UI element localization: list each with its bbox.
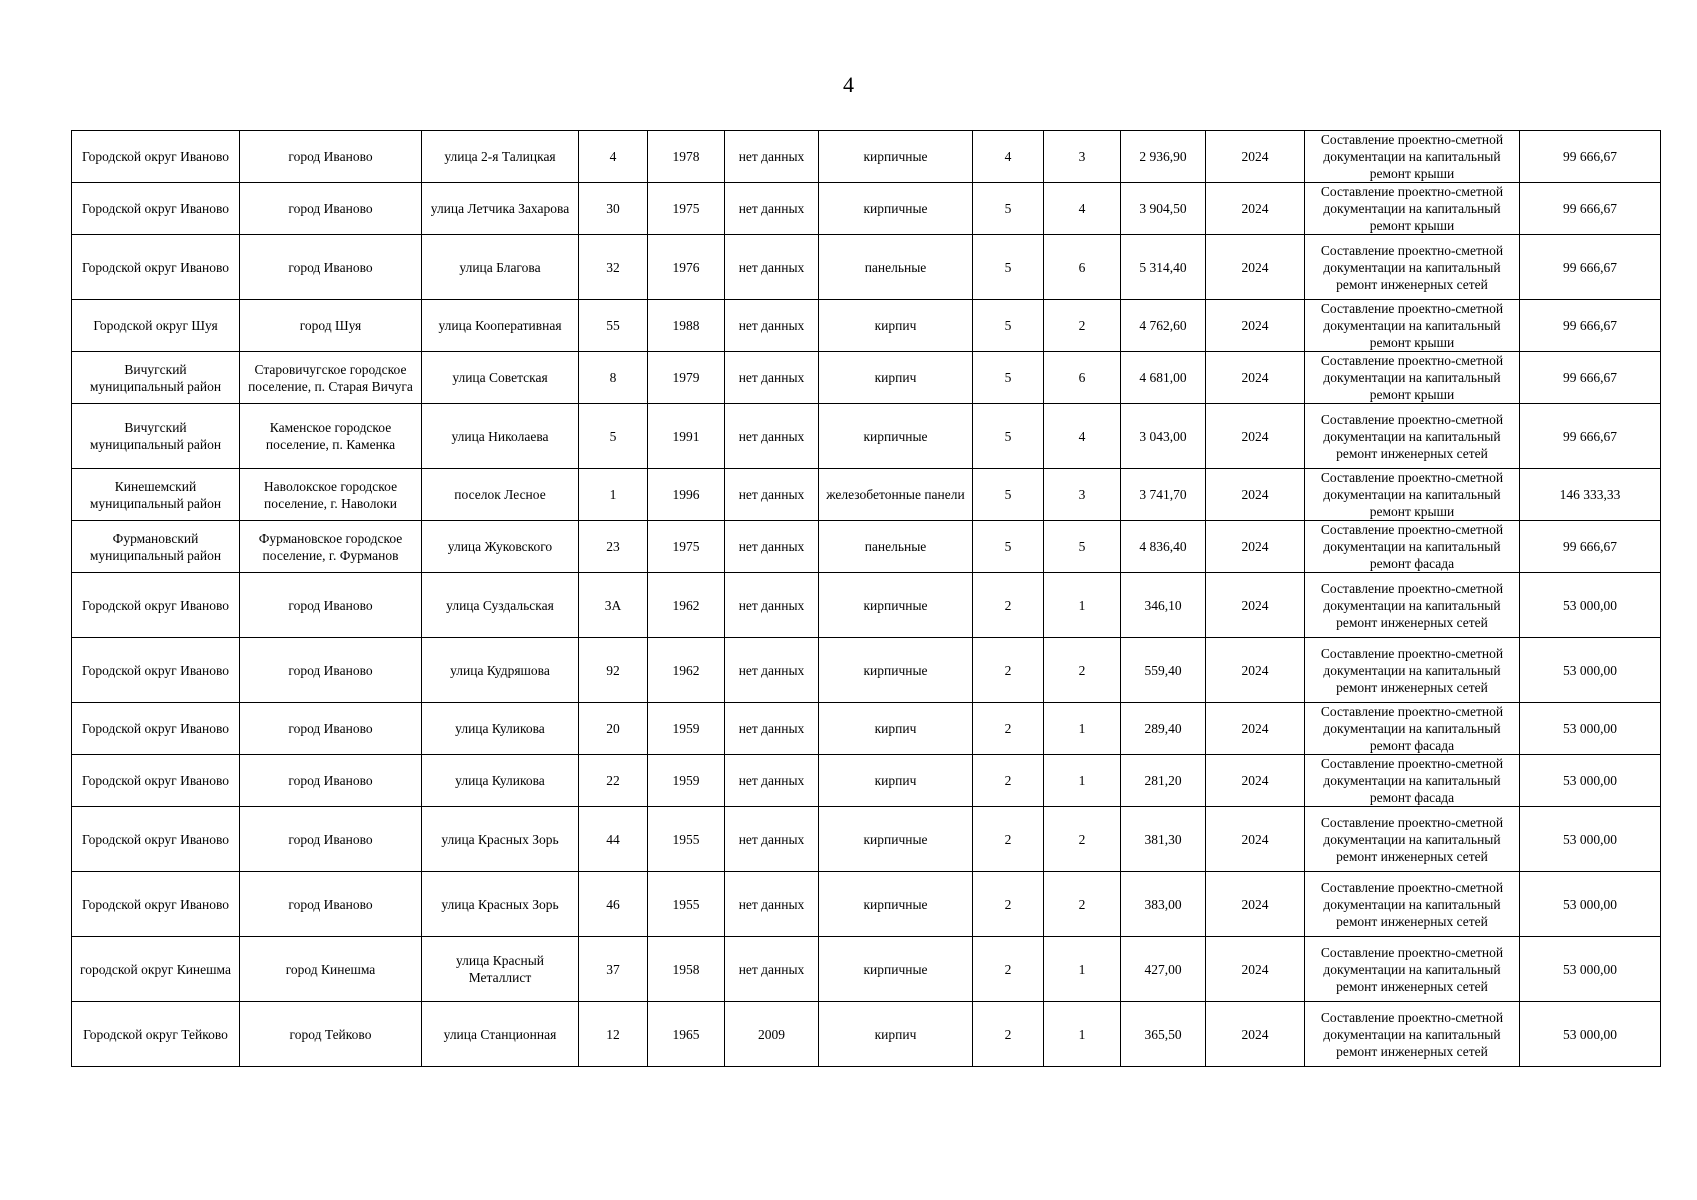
last-repair-cell: нет данных xyxy=(725,235,819,300)
table-row xyxy=(72,573,1661,638)
work-type-cell: Составление проектно-сметной документации на капитальный ремонт крыши xyxy=(1305,469,1520,521)
municipality-cell: Вичугский муниципальный район xyxy=(72,404,240,469)
floors-cell: 2 xyxy=(973,937,1044,1002)
floors-cell: 2 xyxy=(973,872,1044,937)
house-number-cell: 12 xyxy=(579,1002,648,1067)
last-repair-cell: нет данных xyxy=(725,638,819,703)
settlement-cell: город Кинешма xyxy=(240,937,422,1002)
table-body xyxy=(72,131,1661,1067)
entrances-cell: 6 xyxy=(1044,235,1121,300)
year-built-cell: 1996 xyxy=(648,469,725,521)
last-repair-cell: нет данных xyxy=(725,352,819,404)
house-number-cell: 8 xyxy=(579,352,648,404)
work-type-cell: Составление проектно-сметной документации на капитальный ремонт крыши xyxy=(1305,352,1520,404)
wall-material-cell: кирпичные xyxy=(819,937,973,1002)
municipality-cell: Городской округ Иваново xyxy=(72,131,240,183)
entrances-cell: 4 xyxy=(1044,404,1121,469)
work-type-cell: Составление проектно-сметной документации на капитальный ремонт инженерных сетей xyxy=(1305,872,1520,937)
wall-material-cell: кирпичные xyxy=(819,183,973,235)
floors-cell: 4 xyxy=(973,131,1044,183)
work-type-cell: Составление проектно-сметной документации на капитальный ремонт крыши xyxy=(1305,183,1520,235)
municipality-cell: городской округ Кинешма xyxy=(72,937,240,1002)
area-cell: 289,40 xyxy=(1121,703,1206,755)
area-cell: 427,00 xyxy=(1121,937,1206,1002)
table-row xyxy=(72,872,1661,937)
settlement-cell: город Тейково xyxy=(240,1002,422,1067)
area-cell: 346,10 xyxy=(1121,573,1206,638)
planned-year-cell: 2024 xyxy=(1206,573,1305,638)
settlement-cell: город Шуя xyxy=(240,300,422,352)
entrances-cell: 2 xyxy=(1044,300,1121,352)
wall-material-cell: кирпич xyxy=(819,755,973,807)
area-cell: 281,20 xyxy=(1121,755,1206,807)
street-cell: улица Благова xyxy=(422,235,579,300)
table-row xyxy=(72,300,1661,352)
last-repair-cell: нет данных xyxy=(725,755,819,807)
area-cell: 3 904,50 xyxy=(1121,183,1206,235)
municipality-cell: Кинешемский муниципальный район xyxy=(72,469,240,521)
cost-cell: 53 000,00 xyxy=(1520,937,1661,1002)
settlement-cell: город Иваново xyxy=(240,872,422,937)
settlement-cell: Каменское городское поселение, п. Каменка xyxy=(240,404,422,469)
floors-cell: 2 xyxy=(973,703,1044,755)
floors-cell: 5 xyxy=(973,521,1044,573)
planned-year-cell: 2024 xyxy=(1206,1002,1305,1067)
work-type-cell: Составление проектно-сметной документации на капитальный ремонт инженерных сетей xyxy=(1305,404,1520,469)
planned-year-cell: 2024 xyxy=(1206,235,1305,300)
last-repair-cell: 2009 xyxy=(725,1002,819,1067)
cost-cell: 53 000,00 xyxy=(1520,703,1661,755)
year-built-cell: 1976 xyxy=(648,235,725,300)
year-built-cell: 1979 xyxy=(648,352,725,404)
work-type-cell: Составление проектно-сметной документации на капитальный ремонт инженерных сетей xyxy=(1305,573,1520,638)
year-built-cell: 1962 xyxy=(648,573,725,638)
capital-repair-table xyxy=(71,130,1661,1067)
last-repair-cell: нет данных xyxy=(725,573,819,638)
work-type-cell: Составление проектно-сметной документации на капитальный ремонт фасада xyxy=(1305,755,1520,807)
page-number: 4 xyxy=(843,72,854,97)
street-cell: улица Куликова xyxy=(422,703,579,755)
entrances-cell: 1 xyxy=(1044,755,1121,807)
table-row xyxy=(72,404,1661,469)
house-number-cell: 32 xyxy=(579,235,648,300)
table-row xyxy=(72,1002,1661,1067)
last-repair-cell: нет данных xyxy=(725,937,819,1002)
entrances-cell: 2 xyxy=(1044,638,1121,703)
street-cell: улица Летчика Захарова xyxy=(422,183,579,235)
wall-material-cell: кирпичные xyxy=(819,573,973,638)
settlement-cell: город Иваново xyxy=(240,183,422,235)
area-cell: 559,40 xyxy=(1121,638,1206,703)
cost-cell: 53 000,00 xyxy=(1520,1002,1661,1067)
street-cell: поселок Лесное xyxy=(422,469,579,521)
last-repair-cell: нет данных xyxy=(725,521,819,573)
table-row xyxy=(72,469,1661,521)
year-built-cell: 1955 xyxy=(648,807,725,872)
municipality-cell: Фурмановский муниципальный район xyxy=(72,521,240,573)
settlement-cell: город Иваново xyxy=(240,755,422,807)
settlement-cell: город Иваново xyxy=(240,573,422,638)
entrances-cell: 5 xyxy=(1044,521,1121,573)
last-repair-cell: нет данных xyxy=(725,872,819,937)
house-number-cell: 22 xyxy=(579,755,648,807)
cost-cell: 53 000,00 xyxy=(1520,573,1661,638)
work-type-cell: Составление проектно-сметной документации на капитальный ремонт инженерных сетей xyxy=(1305,1002,1520,1067)
settlement-cell: город Иваново xyxy=(240,703,422,755)
work-type-cell: Составление проектно-сметной документации на капитальный ремонт крыши xyxy=(1305,131,1520,183)
cost-cell: 53 000,00 xyxy=(1520,638,1661,703)
planned-year-cell: 2024 xyxy=(1206,521,1305,573)
work-type-cell: Составление проектно-сметной документации на капитальный ремонт инженерных сетей xyxy=(1305,235,1520,300)
entrances-cell: 1 xyxy=(1044,573,1121,638)
cost-cell: 99 666,67 xyxy=(1520,521,1661,573)
year-built-cell: 1965 xyxy=(648,1002,725,1067)
table-row xyxy=(72,521,1661,573)
work-type-cell: Составление проектно-сметной документации на капитальный ремонт фасада xyxy=(1305,703,1520,755)
planned-year-cell: 2024 xyxy=(1206,638,1305,703)
wall-material-cell: кирпичные xyxy=(819,872,973,937)
year-built-cell: 1959 xyxy=(648,755,725,807)
wall-material-cell: кирпичные xyxy=(819,404,973,469)
entrances-cell: 2 xyxy=(1044,807,1121,872)
street-cell: улица Кудряшова xyxy=(422,638,579,703)
settlement-cell: город Иваново xyxy=(240,807,422,872)
entrances-cell: 4 xyxy=(1044,183,1121,235)
table-row xyxy=(72,703,1661,755)
wall-material-cell: кирпич xyxy=(819,1002,973,1067)
wall-material-cell: панельные xyxy=(819,521,973,573)
cost-cell: 146 333,33 xyxy=(1520,469,1661,521)
table-row xyxy=(72,131,1661,183)
settlement-cell: город Иваново xyxy=(240,638,422,703)
planned-year-cell: 2024 xyxy=(1206,872,1305,937)
cost-cell: 99 666,67 xyxy=(1520,300,1661,352)
municipality-cell: Вичугский муниципальный район xyxy=(72,352,240,404)
entrances-cell: 6 xyxy=(1044,352,1121,404)
cost-cell: 53 000,00 xyxy=(1520,872,1661,937)
area-cell: 365,50 xyxy=(1121,1002,1206,1067)
street-cell: улица Красных Зорь xyxy=(422,872,579,937)
wall-material-cell: панельные xyxy=(819,235,973,300)
cost-cell: 53 000,00 xyxy=(1520,807,1661,872)
municipality-cell: Городской округ Иваново xyxy=(72,872,240,937)
floors-cell: 5 xyxy=(973,404,1044,469)
floors-cell: 2 xyxy=(973,638,1044,703)
wall-material-cell: кирпичные xyxy=(819,638,973,703)
street-cell: улица Жуковского xyxy=(422,521,579,573)
floors-cell: 2 xyxy=(973,573,1044,638)
municipality-cell: Городской округ Иваново xyxy=(72,573,240,638)
cost-cell: 99 666,67 xyxy=(1520,352,1661,404)
floors-cell: 2 xyxy=(973,807,1044,872)
street-cell: улица 2-я Талицкая xyxy=(422,131,579,183)
house-number-cell: 92 xyxy=(579,638,648,703)
year-built-cell: 1959 xyxy=(648,703,725,755)
table-row xyxy=(72,183,1661,235)
planned-year-cell: 2024 xyxy=(1206,352,1305,404)
table-row xyxy=(72,807,1661,872)
street-cell: улица Советская xyxy=(422,352,579,404)
house-number-cell: 1 xyxy=(579,469,648,521)
area-cell: 2 936,90 xyxy=(1121,131,1206,183)
planned-year-cell: 2024 xyxy=(1206,300,1305,352)
house-number-cell: 23 xyxy=(579,521,648,573)
work-type-cell: Составление проектно-сметной документации на капитальный ремонт инженерных сетей xyxy=(1305,638,1520,703)
cost-cell: 99 666,67 xyxy=(1520,235,1661,300)
year-built-cell: 1988 xyxy=(648,300,725,352)
entrances-cell: 1 xyxy=(1044,703,1121,755)
area-cell: 4 836,40 xyxy=(1121,521,1206,573)
last-repair-cell: нет данных xyxy=(725,807,819,872)
cost-cell: 99 666,67 xyxy=(1520,404,1661,469)
settlement-cell: Фурмановское городское поселение, г. Фурманов xyxy=(240,521,422,573)
floors-cell: 5 xyxy=(973,300,1044,352)
planned-year-cell: 2024 xyxy=(1206,703,1305,755)
house-number-cell: 5 xyxy=(579,404,648,469)
entrances-cell: 1 xyxy=(1044,937,1121,1002)
municipality-cell: Городской округ Шуя xyxy=(72,300,240,352)
area-cell: 4 681,00 xyxy=(1121,352,1206,404)
wall-material-cell: кирпич xyxy=(819,352,973,404)
year-built-cell: 1991 xyxy=(648,404,725,469)
house-number-cell: 46 xyxy=(579,872,648,937)
cost-cell: 99 666,67 xyxy=(1520,131,1661,183)
last-repair-cell: нет данных xyxy=(725,300,819,352)
street-cell: улица Николаева xyxy=(422,404,579,469)
street-cell: улица Куликова xyxy=(422,755,579,807)
street-cell: улица Красных Зорь xyxy=(422,807,579,872)
street-cell: улица Кооперативная xyxy=(422,300,579,352)
last-repair-cell: нет данных xyxy=(725,131,819,183)
municipality-cell: Городской округ Иваново xyxy=(72,703,240,755)
floors-cell: 5 xyxy=(973,183,1044,235)
last-repair-cell: нет данных xyxy=(725,404,819,469)
municipality-cell: Городской округ Иваново xyxy=(72,235,240,300)
wall-material-cell: кирпич xyxy=(819,300,973,352)
year-built-cell: 1955 xyxy=(648,872,725,937)
work-type-cell: Составление проектно-сметной документации на капитальный ремонт фасада xyxy=(1305,521,1520,573)
year-built-cell: 1975 xyxy=(648,183,725,235)
planned-year-cell: 2024 xyxy=(1206,404,1305,469)
municipality-cell: Городской округ Иваново xyxy=(72,638,240,703)
house-number-cell: 4 xyxy=(579,131,648,183)
table-row xyxy=(72,638,1661,703)
entrances-cell: 2 xyxy=(1044,872,1121,937)
cost-cell: 99 666,67 xyxy=(1520,183,1661,235)
planned-year-cell: 2024 xyxy=(1206,183,1305,235)
year-built-cell: 1958 xyxy=(648,937,725,1002)
wall-material-cell: железобетонные панели xyxy=(819,469,973,521)
year-built-cell: 1978 xyxy=(648,131,725,183)
settlement-cell: Старовичугское городское поселение, п. Старая Вичуга xyxy=(240,352,422,404)
work-type-cell: Составление проектно-сметной документации на капитальный ремонт крыши xyxy=(1305,300,1520,352)
year-built-cell: 1975 xyxy=(648,521,725,573)
year-built-cell: 1962 xyxy=(648,638,725,703)
house-number-cell: 37 xyxy=(579,937,648,1002)
municipality-cell: Городской округ Иваново xyxy=(72,807,240,872)
settlement-cell: Наволокское городское поселение, г. Наволоки xyxy=(240,469,422,521)
last-repair-cell: нет данных xyxy=(725,703,819,755)
table-row xyxy=(72,235,1661,300)
settlement-cell: город Иваново xyxy=(240,235,422,300)
house-number-cell: 20 xyxy=(579,703,648,755)
house-number-cell: 30 xyxy=(579,183,648,235)
street-cell: улица Красный Металлист xyxy=(422,937,579,1002)
municipality-cell: Городской округ Иваново xyxy=(72,183,240,235)
street-cell: улица Суздальская xyxy=(422,573,579,638)
floors-cell: 5 xyxy=(973,352,1044,404)
municipality-cell: Городской округ Тейково xyxy=(72,1002,240,1067)
table-row xyxy=(72,755,1661,807)
cost-cell: 53 000,00 xyxy=(1520,755,1661,807)
entrances-cell: 3 xyxy=(1044,131,1121,183)
entrances-cell: 3 xyxy=(1044,469,1121,521)
entrances-cell: 1 xyxy=(1044,1002,1121,1067)
planned-year-cell: 2024 xyxy=(1206,937,1305,1002)
floors-cell: 5 xyxy=(973,469,1044,521)
area-cell: 3 741,70 xyxy=(1121,469,1206,521)
floors-cell: 2 xyxy=(973,755,1044,807)
last-repair-cell: нет данных xyxy=(725,469,819,521)
floors-cell: 2 xyxy=(973,1002,1044,1067)
work-type-cell: Составление проектно-сметной документации на капитальный ремонт инженерных сетей xyxy=(1305,807,1520,872)
area-cell: 4 762,60 xyxy=(1121,300,1206,352)
area-cell: 3 043,00 xyxy=(1121,404,1206,469)
planned-year-cell: 2024 xyxy=(1206,469,1305,521)
wall-material-cell: кирпичные xyxy=(819,807,973,872)
last-repair-cell: нет данных xyxy=(725,183,819,235)
planned-year-cell: 2024 xyxy=(1206,131,1305,183)
planned-year-cell: 2024 xyxy=(1206,755,1305,807)
street-cell: улица Станционная xyxy=(422,1002,579,1067)
area-cell: 5 314,40 xyxy=(1121,235,1206,300)
settlement-cell: город Иваново xyxy=(240,131,422,183)
table-row xyxy=(72,937,1661,1002)
area-cell: 383,00 xyxy=(1121,872,1206,937)
area-cell: 381,30 xyxy=(1121,807,1206,872)
municipality-cell: Городской округ Иваново xyxy=(72,755,240,807)
table-row xyxy=(72,352,1661,404)
floors-cell: 5 xyxy=(973,235,1044,300)
wall-material-cell: кирпич xyxy=(819,703,973,755)
wall-material-cell: кирпичные xyxy=(819,131,973,183)
house-number-cell: 3А xyxy=(579,573,648,638)
house-number-cell: 44 xyxy=(579,807,648,872)
planned-year-cell: 2024 xyxy=(1206,807,1305,872)
house-number-cell: 55 xyxy=(579,300,648,352)
work-type-cell: Составление проектно-сметной документации на капитальный ремонт инженерных сетей xyxy=(1305,937,1520,1002)
